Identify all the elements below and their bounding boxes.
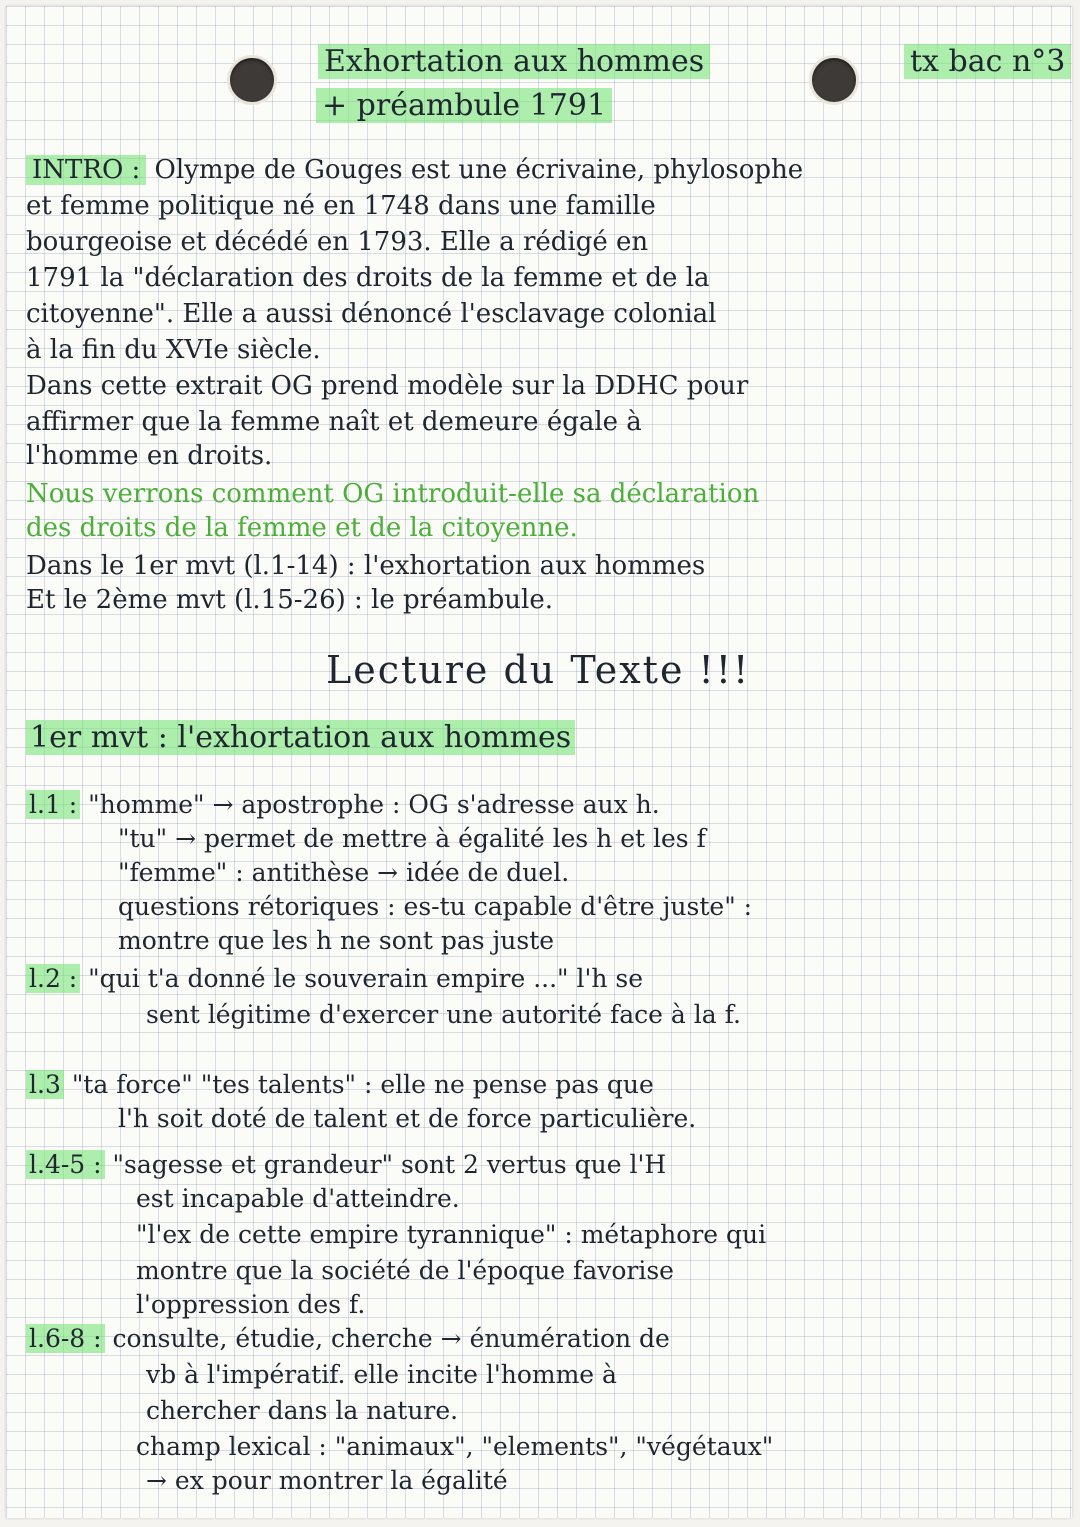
note-text: "sagesse et grandeur" sont 2 vertus que l'H [112,1150,667,1179]
problematic-line: des droits de la femme et de la citoyenne. [26,513,578,543]
reading-heading: Lecture du Texte !!! [326,648,751,692]
intro-line [26,154,803,186]
movement1-heading [26,720,575,755]
page-title-line2: + préambule 1791 [316,88,612,123]
intro-label: INTRO : [26,155,146,185]
note-line: sent légitime d'exercer une autorité face à la f. [146,1000,741,1029]
note-line [26,964,643,994]
note-line: "tu" → permet de mettre à égalité les h et les f [118,824,706,853]
line-ref-label: l.2 : [26,964,80,993]
plan-line: Dans le 1er mvt (l.1-14) : l'exhortation aux hommes [26,551,706,581]
intro-line: l'homme en droits. [26,441,273,471]
binder-hole-left [230,58,274,102]
note-line: montre que les h ne sont pas juste [118,926,555,955]
note-line: champ lexical : "animaux", "elements", "végétaux" [136,1432,774,1461]
plan-line: Et le 2ème mvt (l.15-26) : le préambule. [26,585,553,615]
intro-line: affirmer que la femme naît et demeure égale à [26,407,642,437]
text-tag: tx bac n°3 [904,44,1071,79]
movement1-heading-text: 1er mvt : l'exhortation aux hommes [26,720,575,755]
intro-line: Dans cette extrait OG prend modèle sur la DDHC pour [26,371,749,401]
note-line: est incapable d'atteindre. [136,1184,460,1213]
note-line: "l'ex de cette empire tyrannique" : métaphore qui [136,1220,767,1249]
line-ref-label: l.1 : [26,790,80,819]
line-ref-label: l.3 [26,1070,64,1099]
note-line [26,790,660,820]
line-ref-label: l.4-5 : [26,1150,105,1179]
note-line [26,1070,654,1100]
notebook-page [6,6,1072,1518]
note-text: "homme" → apostrophe : OG s'adresse aux h. [88,790,660,819]
note-line: questions rétoriques : es-tu capable d'être juste" : [118,892,753,921]
intro-line: citoyenne". Elle a aussi dénoncé l'esclavage colonial [26,299,717,329]
note-line: l'oppression des f. [136,1290,366,1319]
note-line: "femme" : antithèse → idée de duel. [118,858,570,887]
intro-line: à la fin du XVIe siècle. [26,335,321,365]
note-line: → ex pour montrer la égalité [146,1466,508,1495]
intro-text: Olympe de Gouges est une écrivaine, phylosophe [154,155,804,185]
intro-line: 1791 la "déclaration des droits de la femme et de la [26,263,710,293]
page-title-line1: Exhortation aux hommes [318,44,710,79]
note-text: "qui t'a donné le souverain empire ..." l'h se [88,964,644,993]
note-line [26,1150,666,1180]
note-line [26,1324,670,1354]
binder-hole-right [812,58,856,102]
intro-line: bourgeoise et décédé en 1793. Elle a rédigé en [26,227,649,257]
problematic-line: Nous verrons comment OG introduit-elle sa déclaration [26,479,760,509]
intro-line: et femme politique né en 1748 dans une famille [26,191,656,221]
note-line: vb à l'impératif. elle incite l'homme à [146,1360,617,1389]
note-text: consulte, étudie, cherche → énumération de [112,1324,670,1353]
note-line: l'h soit doté de talent et de force particulière. [118,1104,697,1133]
note-line: chercher dans la nature. [146,1396,459,1425]
note-line: montre que la société de l'époque favorise [136,1256,674,1285]
line-ref-label: l.6-8 : [26,1324,105,1353]
note-text: "ta force" "tes talents" : elle ne pense pas que [71,1070,654,1099]
